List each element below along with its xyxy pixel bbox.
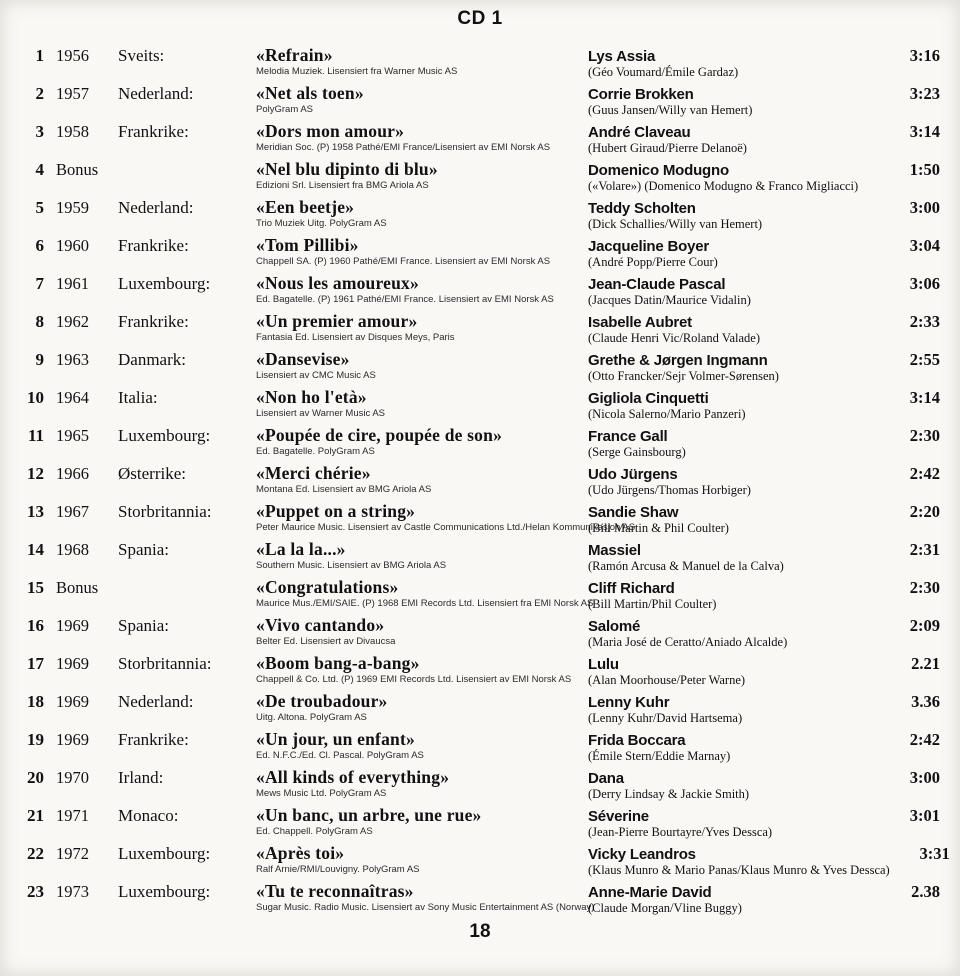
track-duration: 3:04 bbox=[909, 236, 940, 255]
track-artist: Sandie Shaw bbox=[588, 504, 679, 521]
page-title: CD 1 bbox=[457, 8, 503, 29]
track-artist: Teddy Scholten bbox=[588, 200, 696, 217]
track-title-block bbox=[256, 312, 576, 343]
track-title: «Après toi» bbox=[256, 843, 345, 863]
track-duration: 2:09 bbox=[909, 616, 940, 635]
track-row bbox=[20, 502, 940, 535]
track-title-block bbox=[256, 236, 576, 267]
track-writers: (Hubert Giraud/Pierre Delanoë) bbox=[588, 141, 747, 155]
track-row bbox=[20, 198, 940, 231]
track-country: Spania: bbox=[118, 616, 169, 635]
track-publisher: Chappell SA. (P) 1960 Pathé/EMI France. Lisensiert av EMI Norsk AS bbox=[256, 256, 551, 267]
track-title: «All kinds of everything» bbox=[256, 767, 450, 787]
track-year: 1971 bbox=[56, 806, 89, 825]
track-artist: Lenny Kuhr bbox=[588, 694, 670, 711]
track-country: Luxembourg: bbox=[118, 426, 211, 445]
track-number: 14 bbox=[27, 540, 44, 559]
track-title: «Dansevise» bbox=[256, 349, 350, 369]
track-artist: Jean-Claude Pascal bbox=[588, 276, 726, 293]
track-artist: Lulu bbox=[588, 656, 619, 673]
track-row bbox=[20, 806, 940, 839]
track-duration: 2.38 bbox=[911, 882, 940, 901]
track-writers: (Claude Henri Vic/Roland Valade) bbox=[588, 331, 761, 345]
track-artist-block bbox=[588, 124, 880, 155]
track-artist-block bbox=[588, 314, 880, 345]
track-row bbox=[20, 616, 940, 649]
track-artist-block bbox=[588, 542, 880, 573]
track-writers: (Claude Morgan/Vline Buggy) bbox=[588, 901, 742, 915]
track-number: 5 bbox=[35, 198, 44, 217]
track-title: «Net als toen» bbox=[256, 83, 364, 103]
track-row bbox=[20, 350, 940, 383]
track-artist-block bbox=[588, 352, 880, 383]
track-artist: Cliff Richard bbox=[588, 580, 675, 597]
track-year: 1965 bbox=[56, 426, 89, 445]
track-country: Nederland: bbox=[118, 198, 194, 217]
track-title-block bbox=[256, 122, 576, 153]
track-artist-block bbox=[588, 656, 880, 687]
track-title: «Nous les amoureux» bbox=[256, 273, 419, 293]
track-year: 1962 bbox=[56, 312, 89, 331]
track-writers: (Derry Lindsay & Jackie Smith) bbox=[588, 787, 750, 801]
track-title: «Congratulations» bbox=[256, 577, 399, 597]
track-year: 1957 bbox=[56, 84, 89, 103]
track-title: «La la la...» bbox=[256, 539, 346, 559]
track-artist: Udo Jürgens bbox=[588, 466, 678, 483]
track-title-block bbox=[256, 616, 576, 647]
track-duration: 3:14 bbox=[909, 388, 940, 407]
track-publisher: Sugar Music. Radio Music. Lisensiert av Sony Music Entertainment AS (Norway) bbox=[256, 902, 595, 913]
track-artist-block bbox=[588, 580, 880, 611]
track-year: 1969 bbox=[56, 692, 89, 711]
track-year: 1963 bbox=[56, 350, 89, 369]
track-publisher: Ralf Arnie/RMI/Louvigny. PolyGram AS bbox=[256, 864, 420, 875]
track-title-block bbox=[256, 388, 576, 419]
track-row bbox=[20, 730, 940, 763]
track-title: «Merci chérie» bbox=[256, 463, 371, 483]
track-artist-block bbox=[588, 884, 880, 915]
track-artist: Massiel bbox=[588, 542, 641, 559]
track-title-block bbox=[256, 881, 595, 913]
track-number: 18 bbox=[27, 692, 44, 711]
track-number: 13 bbox=[27, 502, 44, 521]
track-writers: (Bill Martin & Phil Coulter) bbox=[588, 521, 729, 535]
track-title-block bbox=[256, 198, 576, 229]
track-writers: (Otto Francker/Sejr Volmer-Sørensen) bbox=[588, 369, 779, 383]
track-writers: (Nicola Salerno/Mario Panzeri) bbox=[588, 407, 746, 421]
track-publisher: Fantasia Ed. Lisensiert av Disques Meys, Paris bbox=[256, 332, 455, 343]
track-title-block bbox=[256, 350, 576, 381]
track-country: Luxembourg: bbox=[118, 882, 211, 901]
track-title: «Non ho l'età» bbox=[256, 387, 367, 407]
track-title-block bbox=[256, 540, 576, 571]
track-year: 1966 bbox=[56, 464, 89, 483]
track-artist-block bbox=[588, 238, 880, 269]
track-title-block bbox=[256, 426, 576, 457]
track-number: 8 bbox=[35, 312, 44, 331]
track-row bbox=[20, 578, 940, 611]
track-country: Storbritannia: bbox=[118, 502, 212, 521]
track-year: 1968 bbox=[56, 540, 89, 559]
track-year: 1959 bbox=[56, 198, 89, 217]
track-row bbox=[20, 274, 940, 307]
track-duration: 2:30 bbox=[909, 426, 940, 445]
track-title: «Poupée de cire, poupée de son» bbox=[256, 425, 503, 445]
track-row bbox=[20, 540, 940, 573]
track-year: 1958 bbox=[56, 122, 89, 141]
track-country: Østerrike: bbox=[118, 464, 186, 483]
track-publisher: Peter Maurice Music. Lisensiert av Castle Communications Ltd./Helan Kommunikasjon AS bbox=[256, 522, 636, 533]
track-row bbox=[20, 84, 940, 117]
track-writers: (Émile Stern/Eddie Marnay) bbox=[588, 749, 731, 763]
track-artist: Séverine bbox=[588, 808, 649, 825]
track-artist-block bbox=[588, 770, 880, 801]
track-writers: (Dick Schallies/Willy van Hemert) bbox=[588, 217, 763, 231]
track-year: Bonus bbox=[56, 578, 99, 597]
track-country: Frankrike: bbox=[118, 730, 189, 749]
track-artist: Gigliola Cinquetti bbox=[588, 390, 709, 407]
track-number: 15 bbox=[27, 578, 44, 597]
track-publisher: Mews Music Ltd. PolyGram AS bbox=[256, 788, 387, 799]
track-duration: 3:23 bbox=[909, 84, 940, 103]
track-duration: 2.21 bbox=[911, 654, 940, 673]
track-row bbox=[20, 426, 940, 459]
track-duration: 3:06 bbox=[909, 274, 940, 293]
track-country: Frankrike: bbox=[118, 122, 189, 141]
track-duration: 2:42 bbox=[909, 730, 940, 749]
track-title: «Tom Pillibi» bbox=[256, 235, 359, 255]
track-writers: (Maria José de Ceratto/Aniado Alcalde) bbox=[588, 635, 788, 649]
track-writers: (Udo Jürgens/Thomas Horbiger) bbox=[588, 483, 751, 497]
track-artist: Anne-Marie David bbox=[588, 884, 712, 901]
track-duration: 3:16 bbox=[909, 46, 940, 65]
track-artist-block bbox=[588, 162, 880, 193]
track-artist: André Claveau bbox=[588, 124, 691, 141]
track-publisher: Lisensiert av Warner Music AS bbox=[256, 408, 385, 419]
track-row bbox=[20, 882, 940, 915]
track-number: 3 bbox=[35, 122, 44, 141]
track-writers: (Klaus Munro & Mario Panas/Klaus Munro & Yves Dessca) bbox=[588, 863, 890, 877]
track-artist-block bbox=[588, 618, 880, 649]
track-year: 1973 bbox=[56, 882, 89, 901]
track-list bbox=[20, 45, 950, 915]
track-artist-block bbox=[588, 428, 880, 459]
track-year: 1961 bbox=[56, 274, 89, 293]
track-duration: 2:30 bbox=[909, 578, 940, 597]
track-title-block bbox=[256, 692, 576, 723]
track-artist: Jacqueline Boyer bbox=[588, 238, 710, 255]
track-number: 22 bbox=[27, 844, 44, 863]
track-writers: (Géo Voumard/Émile Gardaz) bbox=[588, 65, 739, 79]
track-publisher: Southern Music. Lisensiert av BMG Ariola AS bbox=[256, 560, 447, 571]
track-title-block bbox=[256, 274, 576, 305]
track-country: Danmark: bbox=[118, 350, 186, 369]
track-title: «Refrain» bbox=[256, 45, 333, 65]
track-country: Frankrike: bbox=[118, 236, 189, 255]
track-country: Luxembourg: bbox=[118, 844, 211, 863]
track-artist: Corrie Brokken bbox=[588, 86, 694, 103]
track-number: 6 bbox=[35, 236, 44, 255]
track-duration: 3:14 bbox=[909, 122, 940, 141]
track-writers: (Jean-Pierre Bourtayre/Yves Dessca) bbox=[588, 825, 773, 839]
track-row bbox=[20, 312, 940, 345]
track-title-block bbox=[256, 464, 576, 495]
track-artist: Frida Boccara bbox=[588, 732, 686, 749]
track-title: «Un jour, un enfant» bbox=[256, 729, 415, 749]
track-artist: France Gall bbox=[588, 428, 668, 445]
track-title: «De troubadour» bbox=[256, 691, 388, 711]
track-publisher: Ed. Bagatelle. PolyGram AS bbox=[256, 446, 375, 457]
track-writers: (Alan Moorhouse/Peter Warne) bbox=[588, 673, 746, 687]
track-country: Storbritannia: bbox=[118, 654, 212, 673]
track-number: 10 bbox=[27, 388, 44, 407]
track-country: Sveits: bbox=[118, 46, 165, 65]
track-artist-block bbox=[588, 732, 880, 763]
track-artist: Lys Assia bbox=[588, 48, 656, 65]
track-row bbox=[20, 464, 940, 497]
track-title-block bbox=[256, 730, 576, 761]
track-number: 21 bbox=[27, 806, 44, 825]
track-country: Nederland: bbox=[118, 692, 194, 711]
track-row bbox=[20, 122, 940, 155]
track-title: «Tu te reconnaîtras» bbox=[256, 881, 414, 901]
track-duration: 3:00 bbox=[909, 768, 940, 787]
track-artist: Isabelle Aubret bbox=[588, 314, 692, 331]
track-duration: 3:31 bbox=[919, 844, 950, 863]
track-number: 16 bbox=[27, 616, 44, 635]
track-year: 1969 bbox=[56, 616, 89, 635]
track-number: 7 bbox=[35, 274, 44, 293]
track-year: 1956 bbox=[56, 46, 89, 65]
track-title: «Boom bang-a-bang» bbox=[256, 653, 420, 673]
track-writers: (Lenny Kuhr/David Hartsema) bbox=[588, 711, 743, 725]
track-writers: (Ramón Arcusa & Manuel de la Calva) bbox=[588, 559, 784, 573]
track-title-block bbox=[256, 577, 594, 609]
track-artist-block bbox=[588, 846, 890, 877]
track-publisher: Lisensiert av CMC Music AS bbox=[256, 370, 376, 381]
track-title-block bbox=[256, 806, 576, 837]
track-artist-block bbox=[588, 694, 880, 725]
track-number: 1 bbox=[35, 46, 44, 65]
track-year: 1969 bbox=[56, 654, 89, 673]
track-artist-block bbox=[588, 276, 880, 307]
track-country: Frankrike: bbox=[118, 312, 189, 331]
track-writers: (Guus Jansen/Willy van Hemert) bbox=[588, 103, 753, 117]
track-duration: 1:50 bbox=[909, 160, 940, 179]
track-title: «Nel blu dipinto di blu» bbox=[256, 159, 438, 179]
track-artist: Grethe & Jørgen Ingmann bbox=[588, 352, 768, 369]
track-number: 23 bbox=[27, 882, 44, 901]
track-title-block bbox=[256, 768, 576, 799]
track-publisher: Trio Muziek Uitg. PolyGram AS bbox=[256, 218, 387, 229]
track-country: Irland: bbox=[118, 768, 164, 787]
track-year: 1964 bbox=[56, 388, 89, 407]
track-publisher: Maurice Mus./EMI/SAIE. (P) 1968 EMI Records Ltd. Lisensiert fra EMI Norsk AS bbox=[256, 598, 594, 609]
track-writers: (André Popp/Pierre Cour) bbox=[588, 255, 718, 269]
track-number: 4 bbox=[35, 160, 44, 179]
track-artist-block bbox=[588, 390, 880, 421]
track-country: Spania: bbox=[118, 540, 169, 559]
track-writers: (Jacques Datin/Maurice Vidalin) bbox=[588, 293, 751, 307]
track-publisher: Ed. Bagatelle. (P) 1961 Pathé/EMI France. Lisensiert av EMI Norsk AS bbox=[256, 294, 554, 305]
track-year: 1969 bbox=[56, 730, 89, 749]
track-country: Monaco: bbox=[118, 806, 179, 825]
track-artist-block bbox=[588, 466, 880, 497]
track-year: 1970 bbox=[56, 768, 89, 787]
track-artist-block bbox=[588, 200, 880, 231]
track-writers: («Volare») (Domenico Modugno & Franco Migliacci) bbox=[588, 179, 859, 193]
track-duration: 2:31 bbox=[909, 540, 940, 559]
track-row bbox=[20, 46, 940, 79]
track-publisher: PolyGram AS bbox=[256, 104, 314, 115]
track-title: «Vivo cantando» bbox=[256, 615, 385, 635]
track-duration: 3:00 bbox=[909, 198, 940, 217]
track-duration: 2:42 bbox=[909, 464, 940, 483]
track-publisher: Ed. N.F.C./Ed. Cl. Pascal. PolyGram AS bbox=[256, 750, 424, 761]
track-artist: Vicky Leandros bbox=[588, 846, 696, 863]
track-number: 12 bbox=[27, 464, 44, 483]
track-duration: 3.36 bbox=[911, 692, 940, 711]
track-publisher: Meridian Soc. (P) 1958 Pathé/EMI France/Lisensiert av EMI Norsk AS bbox=[256, 142, 551, 153]
track-year: 1960 bbox=[56, 236, 89, 255]
track-publisher: Melodia Muziek. Lisensiert fra Warner Music AS bbox=[256, 66, 458, 77]
track-row bbox=[20, 388, 940, 421]
track-row bbox=[20, 768, 940, 801]
track-writers: (Bill Martin/Phil Coulter) bbox=[588, 597, 717, 611]
track-artist: Dana bbox=[588, 770, 624, 787]
track-country: Italia: bbox=[118, 388, 158, 407]
track-title: «Puppet on a string» bbox=[256, 501, 416, 521]
track-row bbox=[20, 692, 940, 725]
track-artist: Salomé bbox=[588, 618, 641, 635]
track-duration: 2:33 bbox=[909, 312, 940, 331]
track-country: Nederland: bbox=[118, 84, 194, 103]
track-publisher: Edizioni Srl. Lisensiert fra BMG Ariola AS bbox=[256, 180, 429, 191]
track-writers: (Serge Gainsbourg) bbox=[588, 445, 686, 459]
track-title: «Un banc, un arbre, une rue» bbox=[256, 805, 482, 825]
track-artist-block bbox=[588, 808, 880, 839]
track-publisher: Chappell & Co. Ltd. (P) 1969 EMI Records Ltd. Lisensiert av EMI Norsk AS bbox=[256, 674, 572, 685]
track-year: 1972 bbox=[56, 844, 89, 863]
track-number: 11 bbox=[27, 426, 44, 445]
track-row bbox=[20, 654, 940, 687]
track-number: 17 bbox=[27, 654, 44, 673]
track-artist-block bbox=[588, 504, 880, 535]
track-row bbox=[20, 236, 940, 269]
track-title-block bbox=[256, 46, 576, 77]
track-publisher: Uitg. Altona. PolyGram AS bbox=[256, 712, 367, 723]
track-number: 20 bbox=[27, 768, 44, 787]
track-country: Luxembourg: bbox=[118, 274, 211, 293]
track-publisher: Montana Ed. Lisensiert av BMG Ariola AS bbox=[256, 484, 432, 495]
track-title-block bbox=[256, 654, 576, 685]
track-row bbox=[20, 160, 940, 193]
track-publisher: Belter Ed. Lisensiert av Divaucsa bbox=[256, 636, 396, 647]
track-publisher: Ed. Chappell. PolyGram AS bbox=[256, 826, 373, 837]
track-year: Bonus bbox=[56, 160, 99, 179]
track-title: «Dors mon amour» bbox=[256, 121, 405, 141]
track-year: 1967 bbox=[56, 502, 89, 521]
track-row bbox=[20, 843, 950, 877]
track-title: «Un premier amour» bbox=[256, 311, 418, 331]
track-artist-block bbox=[588, 86, 880, 117]
track-title: «Een beetje» bbox=[256, 197, 355, 217]
track-number: 2 bbox=[35, 84, 44, 103]
track-title-block bbox=[256, 160, 576, 191]
track-duration: 2:20 bbox=[909, 502, 940, 521]
track-duration: 3:01 bbox=[909, 806, 940, 825]
track-duration: 2:55 bbox=[909, 350, 940, 369]
track-number: 19 bbox=[27, 730, 44, 749]
page-number: 18 bbox=[469, 921, 491, 942]
track-number: 9 bbox=[35, 350, 44, 369]
track-artist-block bbox=[588, 48, 880, 79]
track-title-block bbox=[256, 844, 576, 875]
track-artist: Domenico Modugno bbox=[588, 162, 729, 179]
track-title-block bbox=[256, 84, 576, 115]
